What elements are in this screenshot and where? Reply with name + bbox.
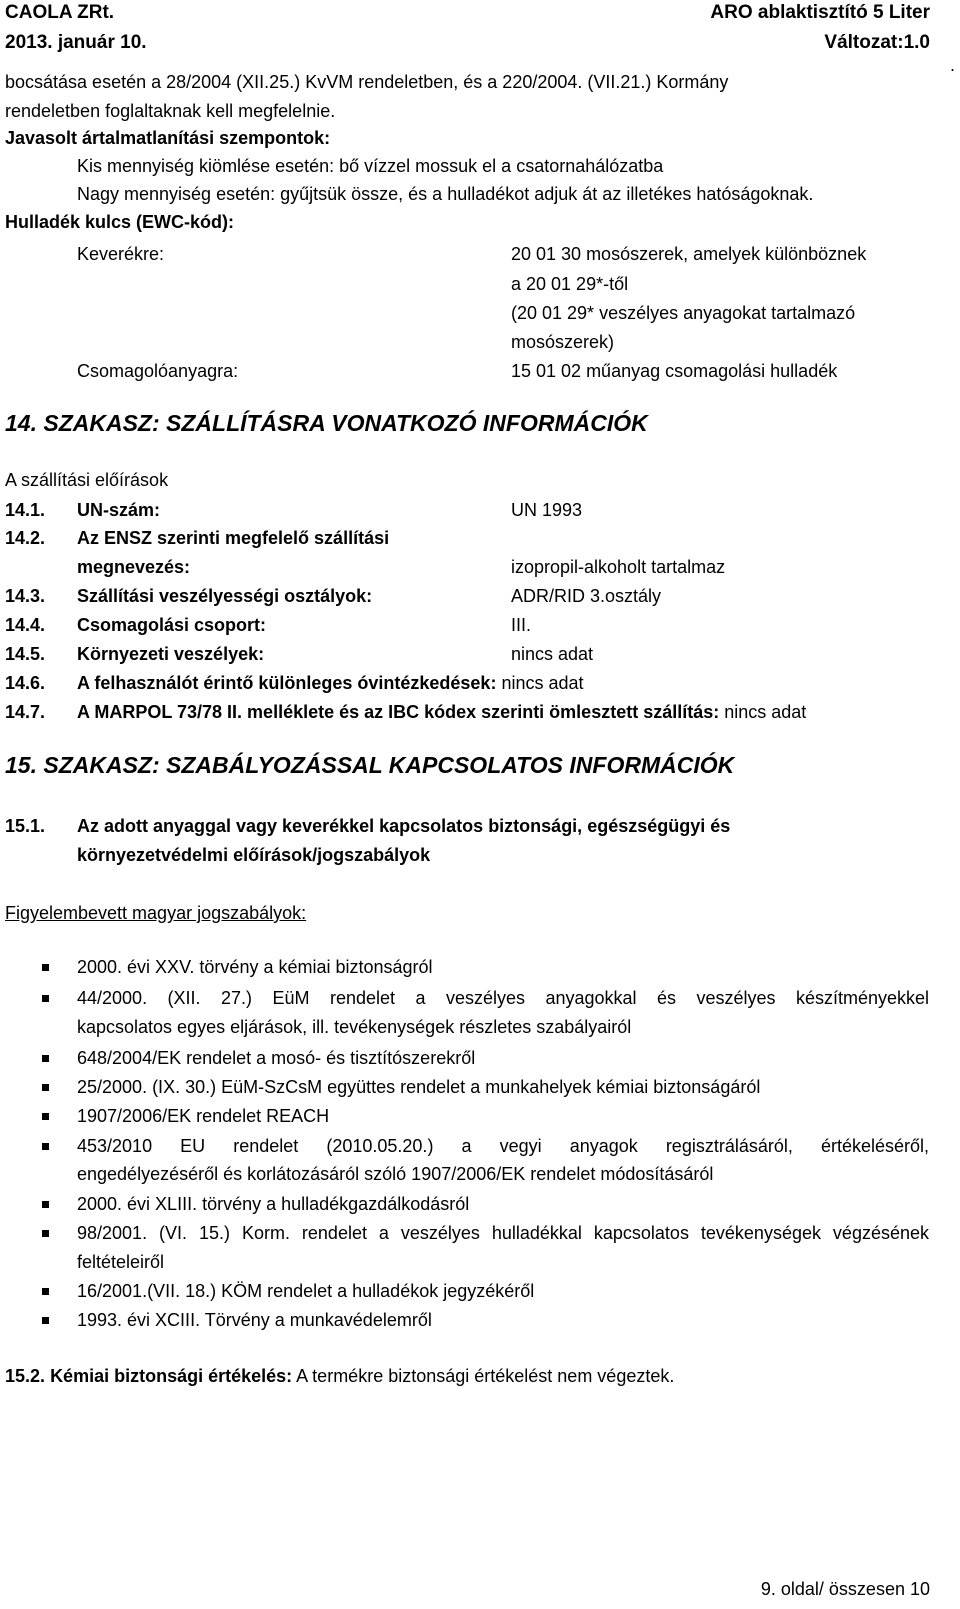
row-label: Az ENSZ szerinti megfelelő szállítási	[77, 528, 390, 548]
law-item-line: 16/2001.(VII. 18.) KÖM rendelet a hulladékok jegyzékéről	[77, 1281, 535, 1301]
s152-label: Kémiai biztonsági értékelés:	[50, 1366, 293, 1386]
row-value: ADR/RID 3.osztály	[511, 586, 662, 606]
law-item-line: 2000. évi XXV. törvény a kémiai biztonságról	[77, 957, 433, 977]
law-item-line: 44/2000. (XII. 27.) EüM rendelet a veszélyes anyagokkal és veszélyes készítményekkel	[77, 988, 929, 1008]
waste-mix-line: mosószerek)	[511, 332, 615, 352]
section-15-title: 15. SZAKASZ: SZABÁLYOZÁSSAL KAPCSOLATOS INFORMÁCIÓK	[5, 752, 735, 778]
row-value: III.	[511, 615, 532, 635]
law-item-line: 25/2000. (IX. 30.) EüM-SzCsM együttes rendelet a munkahelyek kémiai biztonságáról	[77, 1077, 761, 1097]
bullet-marker	[42, 1230, 49, 1237]
header-dot: .	[949, 55, 955, 75]
row-label-2: megnevezés:	[77, 557, 191, 577]
row-num: 14.6.	[5, 673, 46, 693]
header-product: ARO ablaktisztító 5 Liter	[710, 2, 930, 23]
law-item-line: 1907/2006/EK rendelet REACH	[77, 1106, 330, 1126]
row-inline	[77, 703, 806, 721]
bullet-marker	[42, 1113, 49, 1120]
row-num: 14.5.	[5, 644, 46, 664]
s152-line	[5, 1367, 674, 1385]
row-num: 14.7.	[5, 702, 46, 722]
row-value: izopropil-alkoholt tartalmaz	[511, 557, 726, 577]
intro-line-2: rendeletben foglaltaknak kell megfelelnie.	[5, 101, 336, 121]
s151-line-1: Az adott anyaggal vagy keverékkel kapcsolatos biztonsági, egészségügyi és	[77, 816, 731, 836]
bullet-marker	[42, 1201, 49, 1208]
law-item-line: 1993. évi XCIII. Törvény a munkavédelemről	[77, 1310, 432, 1330]
law-item-line: kapcsolatos egyes eljárások, ill. tevékenységek részletes szabályairól	[77, 1017, 632, 1037]
bullet-marker	[42, 1143, 49, 1150]
laws-title: Figyelembevett magyar jogszabályok:	[5, 903, 307, 923]
row-label: Csomagolási csoport:	[77, 615, 267, 635]
waste-pack-label: Csomagolóanyagra:	[77, 361, 239, 381]
row-inline	[77, 674, 584, 692]
row-value: nincs adat	[501, 673, 584, 693]
row-num: 14.2.	[5, 528, 46, 548]
row-value: nincs adat	[724, 702, 807, 722]
bullet-marker	[42, 995, 49, 1002]
law-item-line: 648/2004/EK rendelet a mosó- és tisztítószerekről	[77, 1048, 476, 1068]
row-label: UN-szám:	[77, 500, 161, 520]
intro-line-1: bocsátása esetén a 28/2004 (XII.25.) KvVM rendeletben, és a 220/2004. (VII.21.) Kormány	[5, 72, 729, 92]
row-label: A MARPOL 73/78 II. melléklete és az IBC kódex szerinti ömlesztett szállítás:	[77, 702, 720, 722]
row-value: nincs adat	[511, 644, 594, 664]
disposal-large: Nagy mennyiség esetén: gyűjtsük össze, és a hulladékot adjuk át az illetékes hatóságoknak.	[77, 184, 814, 204]
bullet-marker	[42, 1055, 49, 1062]
row-label: A felhasználót érintő különleges óvintézkedések:	[77, 673, 497, 693]
row-value: UN 1993	[511, 500, 583, 520]
disposal-title: Javasolt ártalmatlanítási szempontok:	[5, 128, 331, 148]
header-company: CAOLA ZRt.	[5, 2, 115, 23]
waste-mix-label: Keverékre:	[77, 244, 165, 264]
bullet-marker	[42, 1084, 49, 1091]
s152-value: A termékre biztonsági értékelést nem végeztek.	[296, 1366, 675, 1386]
waste-pack-value: 15 01 02 műanyag csomagolási hulladék	[511, 361, 838, 381]
waste-mix-line: a 20 01 29*-től	[511, 274, 629, 294]
row-num: 14.4.	[5, 615, 46, 635]
section-14-title: 14. SZAKASZ: SZÁLLÍTÁSRA VONATKOZÓ INFORMÁCIÓK	[5, 410, 648, 436]
waste-key-title: Hulladék kulcs (EWC-kód):	[5, 212, 235, 232]
bullet-marker	[42, 964, 49, 971]
law-item-line: engedélyezéséről és korlátozásáról szóló 1907/2006/EK rendelet módosításáról	[77, 1164, 714, 1184]
waste-mix-line: (20 01 29* veszélyes anyagokat tartalmazó	[511, 303, 856, 323]
disposal-small: Kis mennyiség kiömlése esetén: bő vízzel mossuk el a csatornahálózatba	[77, 156, 664, 176]
row-num: 14.3.	[5, 586, 46, 606]
header-date: 2013. január 10.	[5, 32, 147, 53]
row-label: Környezeti veszélyek:	[77, 644, 265, 664]
bullet-marker	[42, 1288, 49, 1295]
s151-line-2: környezetvédelmi előírások/jogszabályok	[77, 845, 431, 865]
section-14-subtitle: A szállítási előírások	[5, 470, 169, 490]
bullet-marker	[42, 1317, 49, 1324]
header-version: Változat:1.0	[824, 32, 930, 53]
row-label: Szállítási veszélyességi osztályok:	[77, 586, 373, 606]
law-item-line: 2000. évi XLIII. törvény a hulladékgazdálkodásról	[77, 1194, 470, 1214]
law-item-line: 98/2001. (VI. 15.) Korm. rendelet a veszélyes hulladékkal kapcsolatos tevékenységek végzésének	[77, 1223, 929, 1243]
row-num: 14.1.	[5, 500, 46, 520]
law-item-line: feltételeiről	[77, 1252, 165, 1272]
law-item-line: 453/2010 EU rendelet (2010.05.20.) a vegyi anyagok regisztrálásáról, értékeléséről,	[77, 1136, 929, 1156]
page-number: 9. oldal/ összesen 10	[760, 1579, 930, 1599]
waste-mix-line: 20 01 30 mosószerek, amelyek különböznek	[511, 244, 867, 264]
s151-num: 15.1.	[5, 816, 46, 836]
s152-num: 15.2.	[5, 1366, 46, 1386]
